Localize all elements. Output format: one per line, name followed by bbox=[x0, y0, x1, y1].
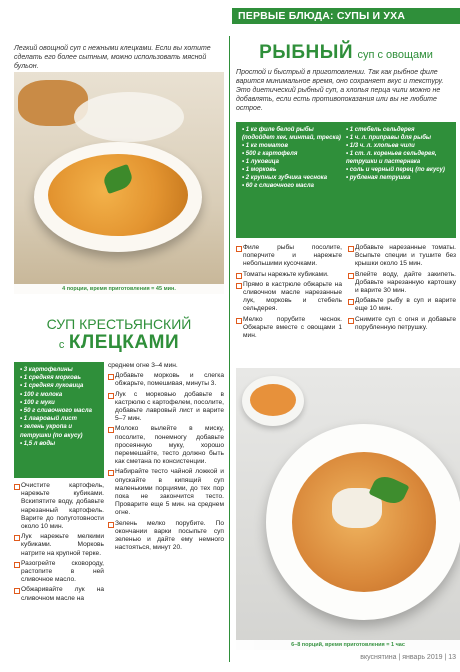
step-item: Зелень мелко порубите. По окончании варки посыпьте суп зеленью и дайте ему немного настояться, минут 20. bbox=[108, 520, 224, 553]
right-steps-column-b bbox=[348, 244, 456, 334]
section-header-title: ПЕРВЫЕ БЛЮДА: СУПЫ И УХА bbox=[238, 10, 406, 22]
left-steps-column-a bbox=[14, 482, 104, 605]
step-item: Набирайте тесто чайной ложкой и опускайте в кипящий суп маленькими порциями, до тех пор пока не закончится тесто. Проварите еще 5 мин. на среднем огне. bbox=[108, 468, 224, 517]
ingredient-item: • 1 кг томатов bbox=[242, 142, 346, 150]
left-intro-text: Легкий овощной суп с нежными клецками. Если вы хотите сделать его более сытным, можно использовать мясной бульон. bbox=[14, 45, 211, 70]
ingredient-item: • 1 ст. л. кореньев сельдерея, петрушки и пастернака bbox=[346, 150, 450, 166]
ingredient-item: • рубленая петрушка bbox=[346, 174, 450, 182]
left-steps-column-b bbox=[108, 362, 224, 554]
right-title-small: суп с овощами bbox=[357, 49, 433, 61]
left-title-line1: СУП КРЕСТЬЯНСКИЙ bbox=[46, 316, 192, 332]
step-item: Добавьте морковь и слегка обжарьте, помешивая, минуты 3. bbox=[108, 372, 224, 388]
ingredient-item: • 1,5 л воды bbox=[20, 440, 100, 448]
left-recipe-title bbox=[14, 316, 224, 354]
left-ingredients-box bbox=[14, 362, 104, 478]
right-steps-column-a bbox=[236, 244, 342, 342]
ingredient-item: • 1 луковица bbox=[242, 158, 346, 166]
step-item: Филе рыбы посолите, поперчите и нарежьте небольшими кусочками. bbox=[236, 244, 342, 269]
ingredient-item: • 50 г сливочного масла bbox=[20, 407, 100, 415]
ingredient-item: • 1 средняя луковица bbox=[20, 382, 100, 390]
ingredient-item: • 1 стебель сельдерея bbox=[346, 126, 450, 134]
ingredient-item: • 1 морковь bbox=[242, 166, 346, 174]
right-ingredients-col2 bbox=[346, 126, 450, 234]
step-item: Добавьте рыбу в суп и варите еще 10 мин. bbox=[348, 297, 456, 313]
page-footer: вкуснятина | январь 2019 | 13 bbox=[360, 654, 456, 661]
ingredient-item: • 60 г сливочного масла bbox=[242, 182, 346, 190]
fish-soup-photo bbox=[236, 368, 460, 650]
vegetable-soup-photo bbox=[14, 72, 224, 294]
step-item: Мелко порубите чеснок. Обжарьте вместе с овощами 1 мин. bbox=[236, 316, 342, 341]
right-ingredients-box bbox=[236, 122, 456, 238]
ingredient-item: • 100 г муки bbox=[20, 399, 100, 407]
step-item: Томаты нарежьте кубиками. bbox=[236, 271, 342, 279]
ingredient-item: • 500 г картофеля bbox=[242, 150, 346, 158]
ingredient-item: • 3 картофелины bbox=[20, 366, 100, 374]
right-intro-text: Простой и быстрый в приготовлении. Так как рыбное филе варится минимальное время, оно сохраняет вкус и текстуру. Это диетический рыбный суп, а хлопья перца чили можно не добавлять, если есть противопоказания или вы не любите острое. bbox=[236, 69, 444, 112]
right-title-big: РЫБНЫЙ bbox=[259, 42, 354, 63]
left-title-line3: КЛЕЦКАМИ bbox=[68, 332, 180, 353]
ingredient-item: • 1 лавровый лист bbox=[20, 415, 100, 423]
ingredient-item: • соль и черный перец (по вкусу) bbox=[346, 166, 450, 174]
ingredient-item: • 1/3 ч. л. хлопьев чили bbox=[346, 142, 450, 150]
ingredient-item: • 2 крупных зубчика чеснока bbox=[242, 174, 346, 182]
left-title-line2: с bbox=[58, 339, 65, 351]
step-item: Лук с морковью добавьте в кастрюлю с картофелем, посолите, добавьте лавровый лист и варите 5–7 мин. bbox=[108, 391, 224, 424]
step-item: Снимите суп с огня и добавьте порубленную петрушку. bbox=[348, 316, 456, 332]
right-recipe-title bbox=[236, 42, 456, 64]
ingredient-item: • 100 г молока bbox=[20, 391, 100, 399]
step-item: Лук нарежьте мелкими кубиками. Морковь натрите на крупной терке. bbox=[14, 533, 104, 558]
step-continuation: среднем огне 3–4 мин. bbox=[108, 362, 178, 369]
ingredient-item: • зелень укропа и петрушки (по вкусу) bbox=[20, 423, 100, 439]
ingredient-item: • 1 ч. л. приправы для рыбы bbox=[346, 134, 450, 142]
ingredient-item: • 1 средняя морковь bbox=[20, 374, 100, 382]
step-item: Обжаривайте лук на сливочном масле на bbox=[14, 586, 104, 602]
step-item: Очистите картофель, нарежьте кубиками. Вскипятите воду, добавьте нарезанный картофель. Варите до полуготовности около 10 мин. bbox=[14, 482, 104, 531]
ingredient-item: • 1 кг филе белой рыбы (подойдет хек, минтай, треска) bbox=[242, 126, 346, 142]
step-item: Прямо в кастрюле обжарьте на сливочном масле нарезанные лук, морковь и стебель сельдерея. bbox=[236, 281, 342, 314]
step-item: Разогрейте сковороду, растопите в ней сливочное масло. bbox=[14, 560, 104, 585]
left-photo-caption: 4 порции, время приготовления = 45 мин. bbox=[14, 284, 224, 294]
right-ingredients-col1 bbox=[242, 126, 346, 234]
right-photo-caption: 6–8 порций, время приготовления = 1 час bbox=[236, 640, 460, 650]
section-header bbox=[232, 8, 460, 24]
gravy-boat-shape bbox=[242, 376, 304, 426]
step-item: Добавьте нарезанные томаты. Всыпьте специи и тушите без крышки около 15 мин. bbox=[348, 244, 456, 269]
napkin-shape bbox=[74, 92, 184, 142]
column-divider bbox=[229, 36, 230, 662]
step-item: Молоко вылейте в миску, посолите, понемногу добавьте просеянную муку, хорошо перемешайте, тесто должно быть как сметана по консистенции. bbox=[108, 425, 224, 466]
step-item: Влейте воду, дайте закипеть. Добавьте нарезанную картошку и варите 30 мин. bbox=[348, 271, 456, 296]
